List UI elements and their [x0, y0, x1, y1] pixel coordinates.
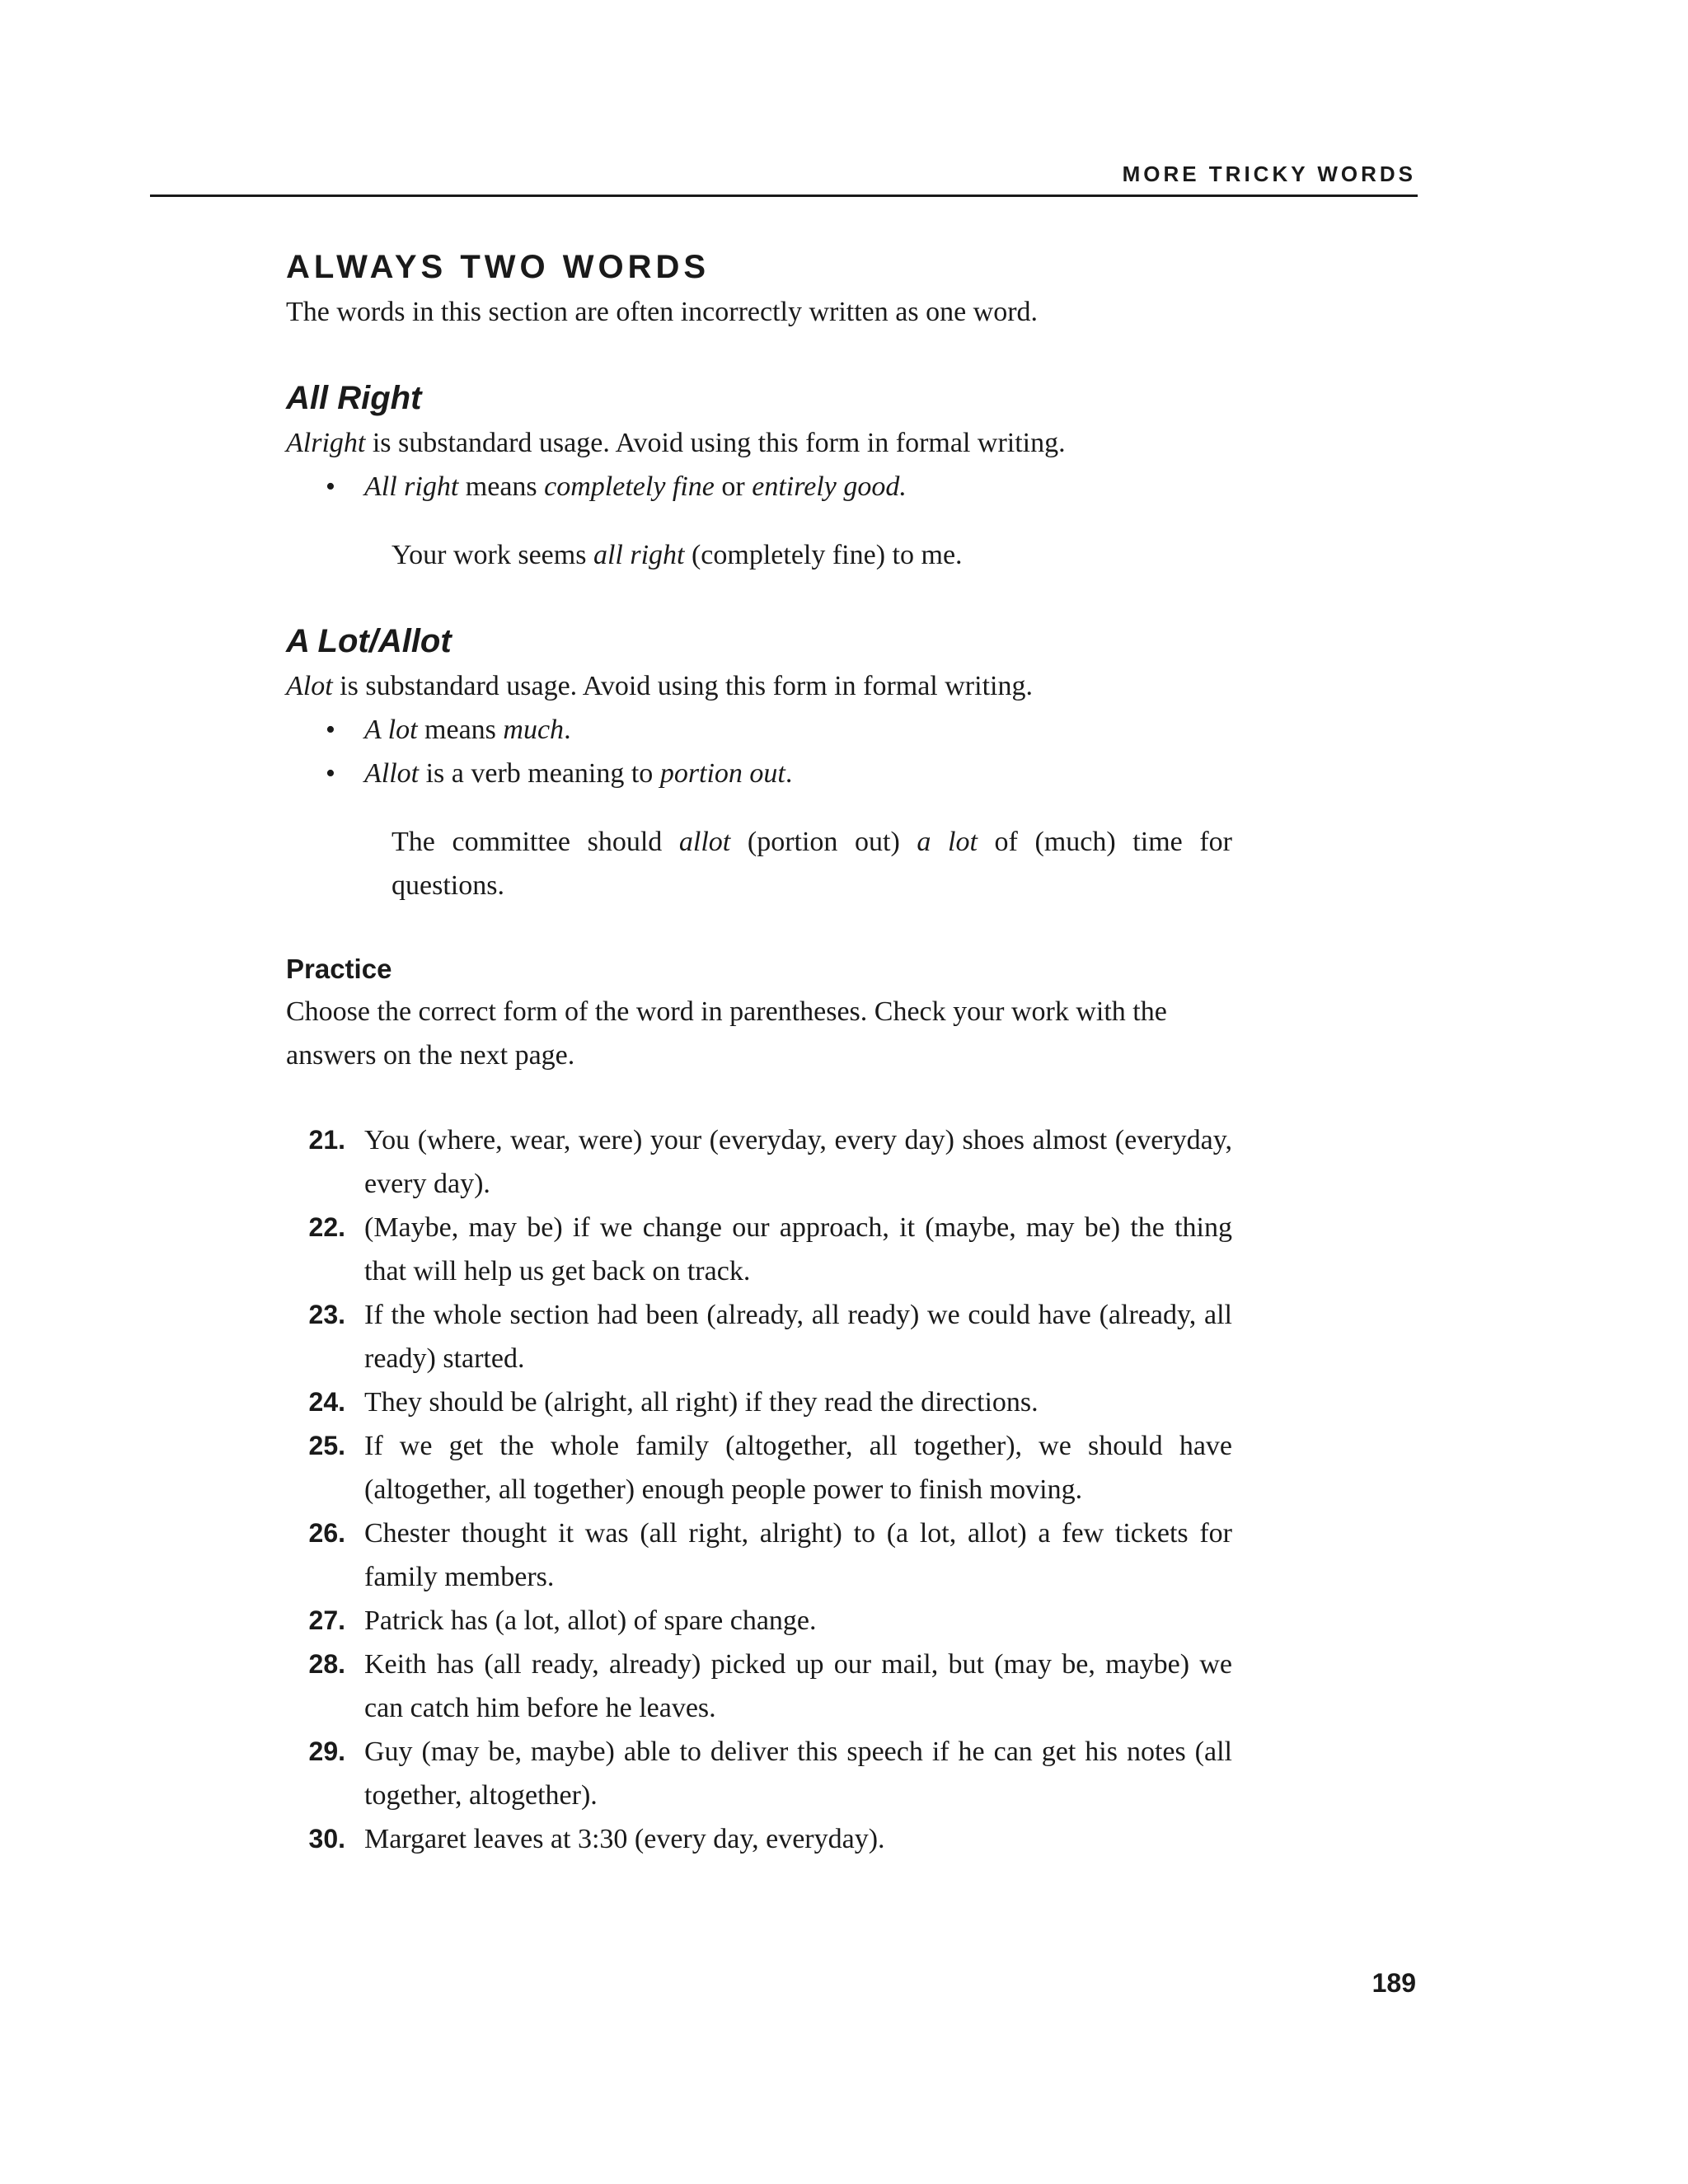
all-right-bullets	[286, 465, 1232, 509]
exercise-number: 24.	[308, 1387, 345, 1417]
exercise-item	[286, 1599, 1232, 1643]
exercise-item	[286, 1293, 1232, 1380]
exercise-number: 30.	[308, 1824, 345, 1854]
exercise-number: 27.	[308, 1605, 345, 1635]
exercise-number: 28.	[308, 1649, 345, 1679]
exercise-number: 21.	[308, 1125, 345, 1155]
all-right-title: All Right	[286, 380, 422, 416]
list-item: • All right means completely fine or entirely good.	[286, 465, 1232, 509]
exercise-item	[286, 1380, 1232, 1424]
section-title: ALWAYS TWO WORDS	[286, 249, 710, 285]
header-rule	[150, 194, 1418, 197]
a-lot-bullets	[286, 708, 1232, 795]
list-item: • A lot means much.	[286, 708, 1232, 752]
exercise-list	[286, 1118, 1232, 1861]
exercise-item	[286, 1643, 1232, 1730]
exercise-text: You (where, wear, were) your (everyday, every day) shoes almost (everyday, every day).	[364, 1125, 1232, 1199]
running-head: MORE TRICKY WORDS	[1122, 162, 1416, 186]
exercise-text: Keith has (all ready, already) picked up our mail, but (may be, maybe) we can catch him before he leaves.	[364, 1649, 1232, 1723]
exercise-item	[286, 1206, 1232, 1293]
exercise-number: 23.	[308, 1300, 345, 1329]
exercise-text: They should be (alright, all right) if they read the directions.	[364, 1387, 1039, 1418]
all-right-description: Alright is substandard usage. Avoid using this form in formal writing.	[286, 428, 1066, 458]
exercise-text: Guy (may be, maybe) able to deliver this speech if he can get his notes (all together, altogether).	[364, 1736, 1232, 1811]
exercise-text: Chester thought it was (all right, alright) to (a lot, allot) a few tickets for family members.	[364, 1518, 1232, 1592]
a-lot-title: A Lot/Allot	[286, 623, 452, 659]
page-content	[286, 244, 1232, 1861]
exercise-text: If we get the whole family (altogether, all together), we should have (altogether, all together) enough people power to finish moving.	[364, 1431, 1232, 1505]
all-right-example: Your work seems all right (completely fine) to me.	[392, 540, 963, 570]
exercise-number: 26.	[308, 1518, 345, 1548]
exercise-item	[286, 1511, 1232, 1599]
list-item: • Allot is a verb meaning to portion out.	[286, 752, 1232, 795]
a-lot-example: The committee should allot (portion out) a lot of (much) time for questions.	[392, 827, 1232, 901]
exercise-item	[286, 1817, 1232, 1861]
section-intro: The words in this section are often incorrectly written as one word.	[286, 297, 1039, 327]
exercise-text: Patrick has (a lot, allot) of spare change.	[364, 1605, 817, 1636]
exercise-text: Margaret leaves at 3:30 (every day, everyday).	[364, 1824, 885, 1854]
exercise-number: 22.	[308, 1212, 345, 1242]
exercise-text: If the whole section had been (already, all ready) we could have (already, all ready) started.	[364, 1300, 1232, 1374]
a-lot-description: Alot is substandard usage. Avoid using this form in formal writing.	[286, 671, 1033, 701]
exercise-number: 29.	[308, 1736, 345, 1766]
practice-title: Practice	[286, 954, 392, 984]
exercise-item	[286, 1730, 1232, 1817]
exercise-text: (Maybe, may be) if we change our approach, it (maybe, may be) the thing that will help us get back on track.	[364, 1212, 1232, 1286]
exercise-item	[286, 1424, 1232, 1511]
page-number: 189	[1372, 1968, 1416, 1998]
exercise-item	[286, 1118, 1232, 1206]
practice-instructions: Choose the correct form of the word in parentheses. Check your work with the answers on the next page.	[286, 996, 1167, 1071]
exercise-number: 25.	[308, 1431, 345, 1460]
